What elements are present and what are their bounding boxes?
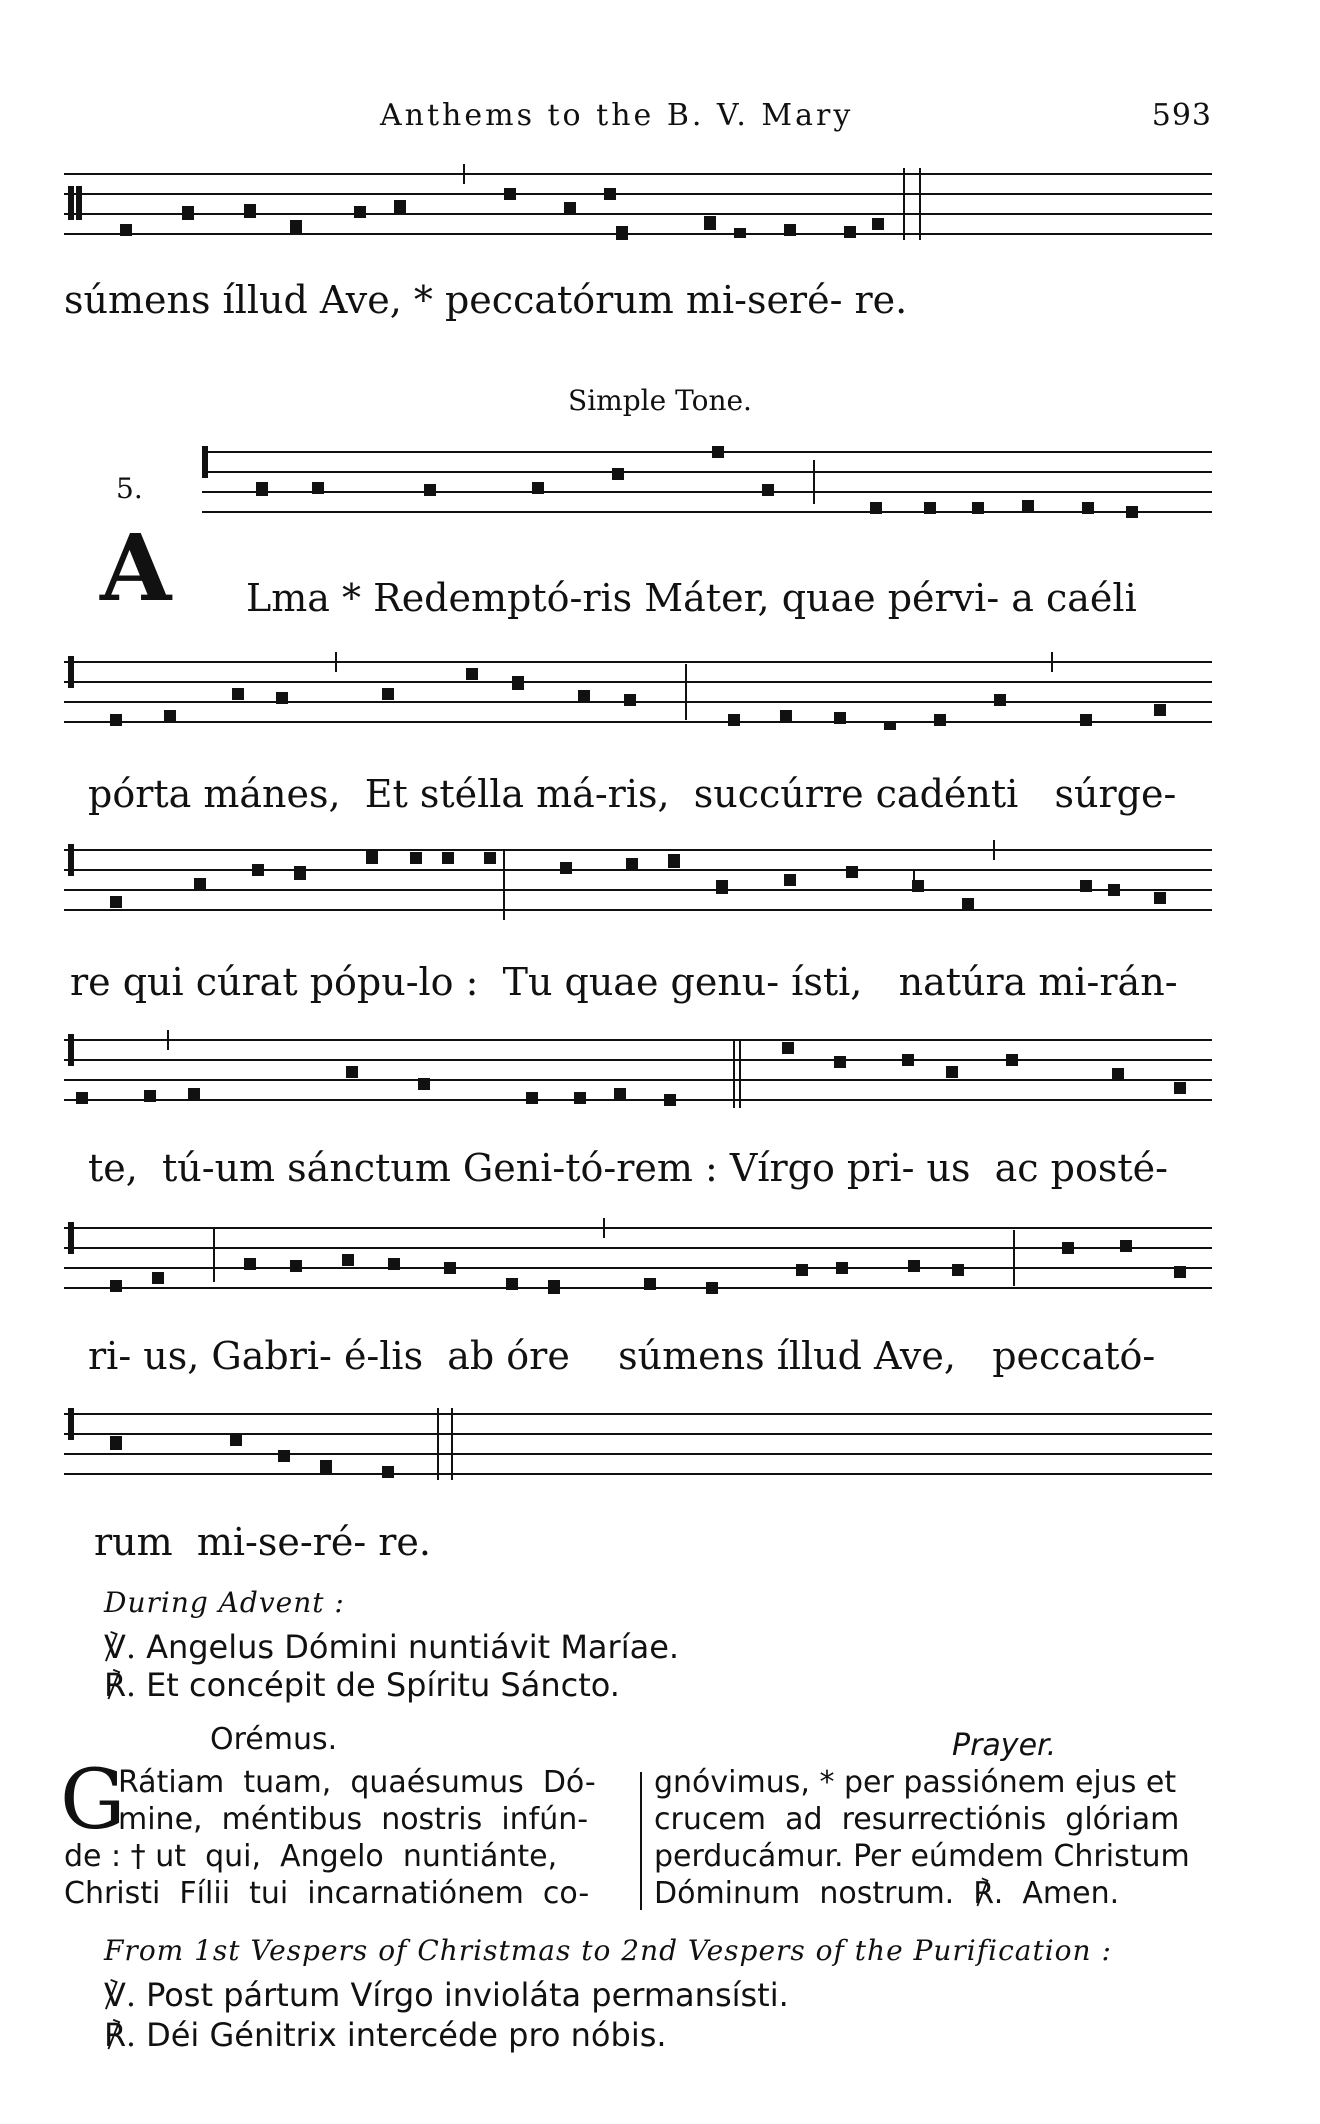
versicle-symbol: ℣.	[104, 1628, 137, 1666]
music-staff	[64, 840, 1212, 920]
prayer-column-left	[60, 1753, 636, 1912]
prayer-line: Christi Fílii tui incarnatiónem co-	[64, 1876, 590, 1911]
versicle-symbol: ℣.	[104, 1976, 137, 2014]
section-number: 5.	[116, 472, 143, 505]
christmas-heading: From 1st Vespers of Christmas to 2nd Vespers of the Purification :	[104, 1934, 1112, 1967]
music-staff	[64, 1404, 1212, 1484]
versicle-text: Angelus Dómini nuntiávit Maríae.	[146, 1628, 680, 1666]
prayer-line: gnóvimus, * per passiónem ejus et	[654, 1765, 1177, 1800]
advent-heading: During Advent :	[104, 1586, 345, 1619]
prayer-line: Rátiam tuam, quaésumus Dó-	[118, 1765, 596, 1800]
lyric-line: Lma * Redemptó-ris Máter, quae pérvi- a caéli	[246, 576, 1137, 620]
music-staff	[64, 1030, 1212, 1110]
response-symbol: ℟.	[104, 2016, 137, 2054]
oremus-label: Orémus.	[210, 1722, 338, 1757]
christmas-versicle	[104, 1976, 789, 2014]
prayer-line: mine, méntibus nostris infún-	[118, 1802, 589, 1837]
advent-response	[104, 1666, 620, 1704]
lyric-line: pórta mánes, Et stélla má-ris, succúrre cadénti súrge-	[88, 772, 1177, 816]
lyric-line: rum mi-se-ré- re.	[94, 1520, 431, 1564]
page-header	[0, 98, 1320, 138]
lyric-line: súmens íllud Ave, * peccatórum mi-seré- re.	[64, 278, 908, 322]
prayer-line: Dóminum nostrum. ℟. Amen.	[654, 1876, 1120, 1911]
prayer-line: de : † ut qui, Angelo nuntiánte,	[64, 1839, 558, 1874]
lyric-line: re qui cúrat pópu-lo : Tu quae genu- ísti, natúra mi-rán-	[70, 960, 1178, 1004]
versicle-text: Post pártum Vírgo invioláta permansísti.	[146, 1976, 789, 2014]
tone-label: Simple Tone.	[568, 384, 752, 417]
response-symbol: ℟.	[104, 1666, 137, 1704]
column-divider	[640, 1772, 642, 1910]
prayer-column-right	[654, 1764, 1214, 1912]
response-text: Et concépit de Spíritu Sáncto.	[146, 1666, 620, 1704]
lyric-line: ri- us, Gabri- é-lis ab óre súmens íllud Ave, peccató-	[88, 1334, 1156, 1378]
response-text: Déi Génitrix intercéde pro nóbis.	[146, 2016, 667, 2054]
music-staff	[64, 1218, 1212, 1298]
music-staff	[202, 442, 1212, 522]
prayer-initial: G	[60, 1753, 126, 1848]
advent-versicle	[104, 1628, 679, 1666]
page-number: 593	[1151, 98, 1212, 133]
christmas-response	[104, 2016, 667, 2054]
prayer-line: perducámur. Per eúmdem Christum	[654, 1839, 1190, 1874]
drop-cap-initial: A	[100, 514, 172, 622]
running-title: Anthems to the B. V. Mary	[380, 98, 854, 133]
music-staff	[64, 164, 1212, 244]
prayer-line: crucem ad resurrectiónis glóriam	[654, 1802, 1180, 1837]
lyric-line: te, tú-um sánctum Geni-tó-rem : Vírgo pri- us ac posté-	[88, 1146, 1168, 1190]
prayer-text	[60, 1753, 1214, 1914]
music-staff	[64, 652, 1212, 732]
prayer-heading: Prayer.	[952, 1728, 1057, 1763]
